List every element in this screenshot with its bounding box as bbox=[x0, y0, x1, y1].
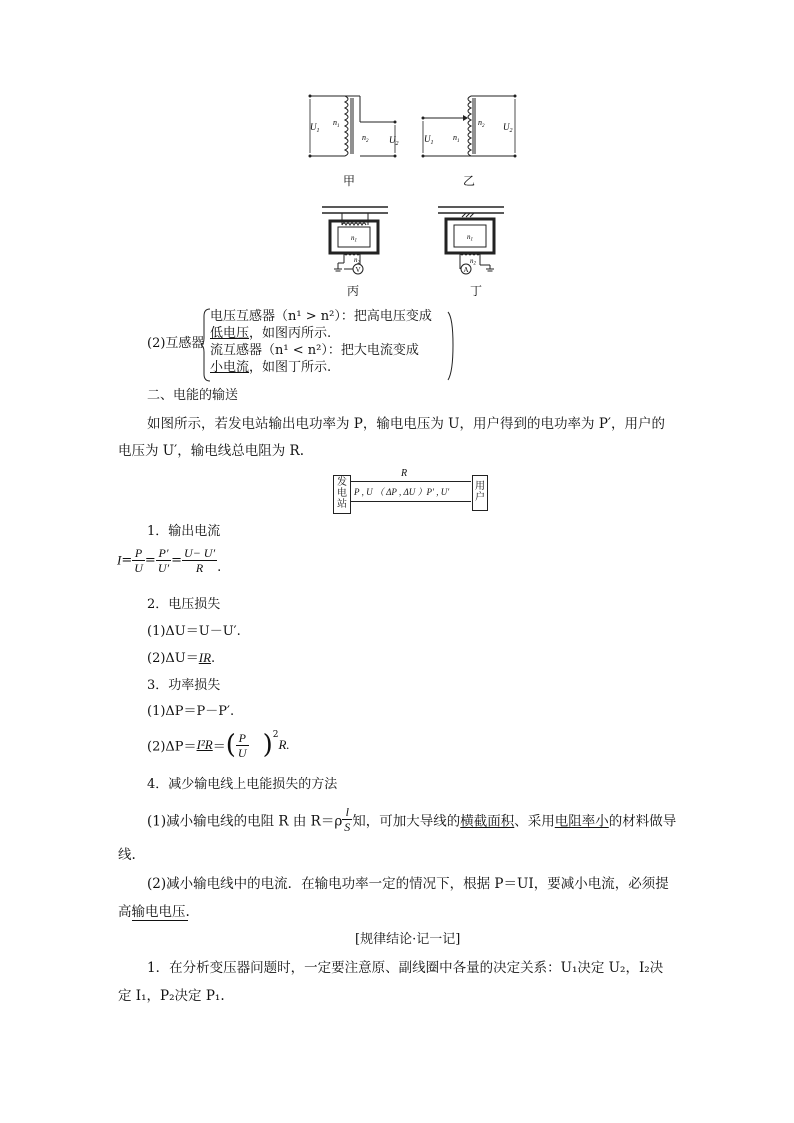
svg-text:V: V bbox=[355, 266, 361, 274]
method-1-cont: 线. bbox=[118, 847, 136, 863]
mutual-line1: 电压互感器（n¹ > n²）：把高电压变成 bbox=[210, 309, 432, 324]
user-box: 用 户 bbox=[472, 475, 488, 511]
caption-bing: 丙 bbox=[347, 284, 360, 298]
jia-u1: U bbox=[310, 122, 317, 132]
voltage-loss-1: (1)ΔU＝U－U′. bbox=[147, 624, 241, 639]
svg-text:n2: $n_2$ bbox=[478, 118, 485, 129]
line-bottom bbox=[351, 501, 471, 502]
svg-text:n1: $n_1$ bbox=[467, 233, 473, 243]
heading-4: 4．减少输电线上电能损失的方法 bbox=[147, 777, 338, 792]
svg-text:U1: $U_1$ bbox=[310, 122, 320, 134]
section2-intro1: 如图所示，若发电站输出电功率为 P，输电电压为 U，用户得到的电功率为 P′，用户的 bbox=[147, 416, 665, 432]
heading-3: 3．功率损失 bbox=[147, 678, 221, 693]
method-2-underline bbox=[132, 920, 188, 921]
figure-bing bbox=[322, 203, 388, 279]
caption-yi: 乙 bbox=[463, 174, 476, 188]
power-loss-2: (2)ΔP＝I²R＝( $\frac{P}{U}$ )$^2$R. bbox=[147, 730, 290, 760]
heading-1: 1．输出电流 bbox=[147, 524, 221, 539]
rule-1a: 1．在分析变压器问题时，一定要注意原、副线圈中各量的决定关系：U₁决定 U₂，I₂决 bbox=[147, 960, 664, 976]
svg-text:n2: $n_2$ bbox=[470, 257, 476, 267]
figure-yi bbox=[415, 90, 525, 185]
svg-text:U2: $U_2$ bbox=[389, 135, 399, 147]
voltage-loss-2: (2)ΔU＝IR. bbox=[147, 650, 216, 666]
station-box: 发 电 站 bbox=[333, 475, 351, 514]
method-2: (2)减小输电线中的电流．在输电功率一定的情况下，根据 P＝UI，要减小电流，必须提 bbox=[147, 876, 669, 892]
section2-intro2: 电压为 U′，输电线总电阻为 R. bbox=[118, 443, 304, 459]
rules-title: [规律结论·记一记] bbox=[355, 932, 461, 947]
mutual-line2: 低电压，如图丙所示. bbox=[210, 326, 332, 341]
caption-ding: 丁 bbox=[470, 284, 483, 298]
heading-2: 2．电压损失 bbox=[147, 597, 221, 612]
figure-jia bbox=[300, 90, 410, 185]
mutual-label: (2)互感器 bbox=[147, 336, 205, 351]
formula-current: I= $\frac{P}{U}$ = $\frac{P'}{U'}$ = $\frac{U- U'}{R}$ . bbox=[117, 546, 222, 575]
caption-jia: 甲 bbox=[343, 174, 356, 188]
svg-text:A: A bbox=[463, 266, 469, 274]
line-label: P , U （ ΔP , ΔU ）P′ , U′ bbox=[354, 487, 450, 497]
mutual-line4: 小电流，如图丁所示. bbox=[210, 360, 332, 375]
svg-text:U1: $U_1$ bbox=[424, 134, 434, 146]
svg-text:U2: $U_2$ bbox=[503, 122, 513, 134]
svg-text:n2: $n_2$ bbox=[362, 133, 369, 144]
line-top bbox=[351, 481, 471, 482]
rule-1b: 定 I₁，P₂决定 P₁. bbox=[118, 988, 225, 1004]
power-loss-1: (1)ΔP＝P－P′. bbox=[147, 704, 235, 719]
section2-title: 二、电能的输送 bbox=[147, 388, 239, 403]
r-label: R bbox=[401, 468, 408, 479]
method-1: (1)减小输电线的电阻 R 由 R＝ρ $\frac{l}{S}$ 知，可加大导线的横截面积、采用电阻率小的材料做导 bbox=[147, 805, 677, 834]
svg-text:n1: $n_1$ bbox=[453, 133, 460, 144]
svg-text:n1: $n_1$ bbox=[351, 234, 357, 244]
svg-text:n1: $n_1$ bbox=[333, 118, 340, 129]
right-brace bbox=[447, 308, 455, 382]
svg-text:n2: $n_2$ bbox=[354, 256, 360, 266]
figure-ding bbox=[438, 203, 504, 279]
mutual-line3: 流互感器（n¹ < n²）：把大电流变成 bbox=[210, 343, 419, 358]
method-2-cont: 高输电电压. bbox=[118, 904, 190, 920]
transmission-diagram bbox=[333, 468, 491, 513]
